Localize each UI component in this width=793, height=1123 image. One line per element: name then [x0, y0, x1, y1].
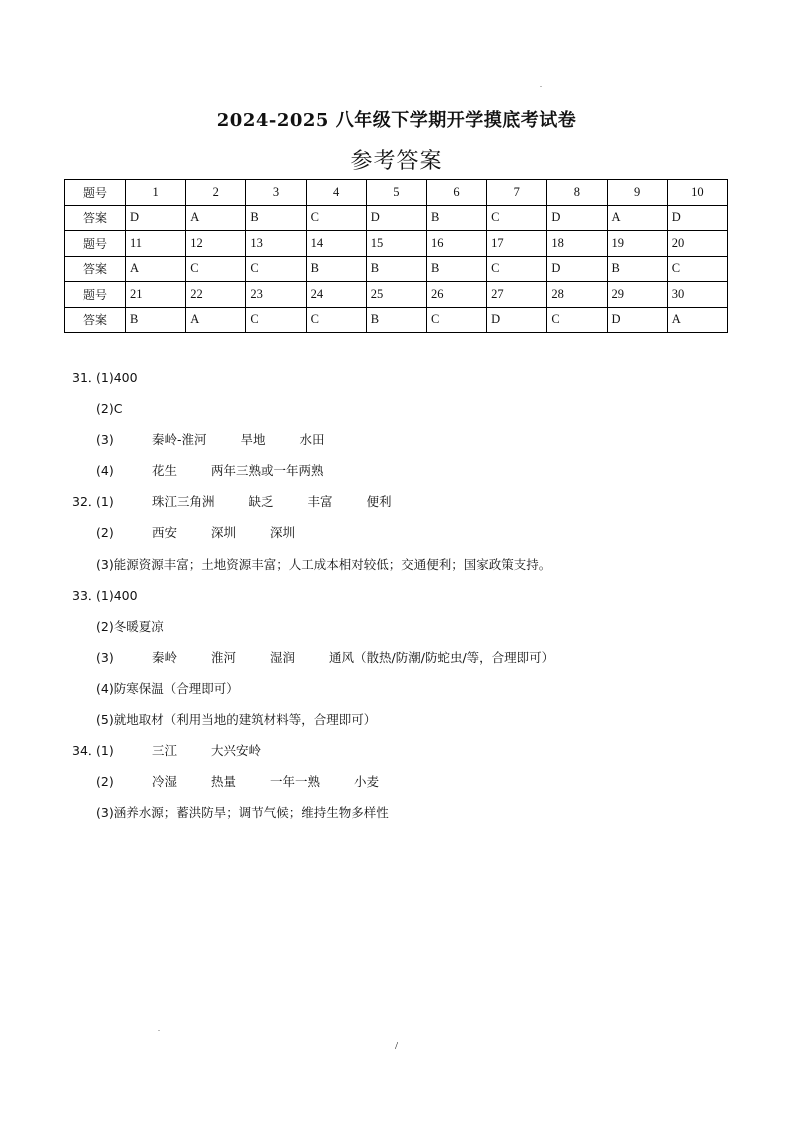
- table-cell: 19: [607, 231, 667, 257]
- row-label: 答案: [65, 205, 126, 231]
- row-label: 答案: [65, 256, 126, 282]
- table-row: [65, 282, 728, 308]
- table-cell: C: [487, 256, 547, 282]
- table-row: [65, 256, 728, 282]
- answer-item: 淮河: [211, 649, 237, 665]
- table-cell: 24: [306, 282, 366, 308]
- table-row: [65, 180, 728, 206]
- table-cell: D: [547, 256, 607, 282]
- row-label: 答案: [65, 307, 126, 333]
- table-cell: 15: [366, 231, 426, 257]
- table-cell: D: [366, 205, 426, 231]
- table-cell: B: [306, 256, 366, 282]
- table-cell: A: [667, 307, 727, 333]
- answer-line: [72, 461, 762, 492]
- answer-part: (2)冬暖夏凉: [96, 618, 164, 634]
- table-cell: A: [186, 307, 246, 333]
- table-cell: C: [306, 205, 366, 231]
- answer-item: 花生: [152, 463, 178, 479]
- answer-line: [72, 368, 762, 399]
- table-cell: 7: [487, 180, 547, 206]
- answer-item: 冷湿: [152, 774, 178, 790]
- table-cell: 27: [487, 282, 547, 308]
- row-label: 题号: [65, 231, 126, 257]
- table-cell: A: [607, 205, 667, 231]
- answer-item: 缺乏: [248, 494, 274, 510]
- table-cell: B: [246, 205, 306, 231]
- answer-item: 旱地: [240, 432, 266, 448]
- answer-line: [72, 617, 762, 648]
- table-cell: 2: [186, 180, 246, 206]
- answer-part: (4): [96, 463, 114, 479]
- answer-item: 小麦: [354, 774, 380, 790]
- page-footer-mark: /: [394, 1040, 399, 1052]
- question-number: 31．: [72, 370, 101, 385]
- table-cell: 25: [366, 282, 426, 308]
- question-number: 34．: [72, 743, 101, 759]
- page-subtitle: 参考答案: [350, 149, 443, 174]
- table-cell: 17: [487, 231, 547, 257]
- table-cell: 11: [126, 231, 186, 257]
- answer-item: 热量: [211, 774, 237, 790]
- table-cell: 8: [547, 180, 607, 206]
- table-cell: B: [366, 307, 426, 333]
- answer-part: (1): [96, 743, 114, 759]
- answer-part: (1)400: [96, 370, 138, 385]
- answer-line: [72, 741, 762, 772]
- answer-item: 秦岭-淮河: [152, 432, 207, 448]
- answer-part: (5)就地取材（利用当地的建筑材料等，合理即可）: [96, 712, 377, 728]
- table-cell: 30: [667, 282, 727, 308]
- table-cell: C: [426, 307, 486, 333]
- table-cell: 6: [426, 180, 486, 206]
- answer-line: [72, 710, 762, 741]
- table-row: [65, 205, 728, 231]
- answer-part: (1): [96, 494, 114, 510]
- table-row: [65, 307, 728, 333]
- scan-speck: [540, 86, 542, 87]
- table-cell: A: [126, 256, 186, 282]
- answer-item: 深圳: [211, 525, 237, 541]
- answer-line: [72, 803, 762, 834]
- table-cell: C: [487, 205, 547, 231]
- table-cell: C: [667, 256, 727, 282]
- answer-line: [72, 772, 762, 803]
- answer-line: [72, 492, 762, 523]
- answer-part: (2): [96, 774, 114, 790]
- answer-line: [72, 555, 762, 586]
- table-cell: C: [547, 307, 607, 333]
- table-cell: B: [366, 256, 426, 282]
- answer-item: 便利: [366, 494, 392, 510]
- table-cell: C: [246, 256, 306, 282]
- table-cell: B: [426, 256, 486, 282]
- answer-item: 深圳: [270, 525, 296, 541]
- table-cell: 29: [607, 282, 667, 308]
- answer-item: 西安: [152, 525, 178, 541]
- answer-part: (3)涵养水源；蓄洪防旱；调节气候；维持生物多样性: [96, 805, 389, 821]
- table-cell: B: [126, 307, 186, 333]
- answer-part: (1)400: [96, 587, 138, 603]
- question-number: 32．: [72, 494, 101, 510]
- table-cell: 26: [426, 282, 486, 308]
- table-cell: B: [607, 256, 667, 282]
- answer-item: 水田: [299, 432, 325, 448]
- answer-list: [72, 368, 762, 834]
- answer-item: 湿润: [270, 649, 296, 665]
- table-cell: 9: [607, 180, 667, 206]
- row-label: 题号: [65, 282, 126, 308]
- answer-line: [72, 430, 762, 461]
- answer-part: (3): [96, 432, 114, 448]
- table-cell: D: [126, 205, 186, 231]
- scan-speck: [158, 1030, 160, 1031]
- table-cell: 21: [126, 282, 186, 308]
- table-cell: B: [426, 205, 486, 231]
- answer-item: 两年三熟或一年两熟: [211, 463, 324, 479]
- row-label: 题号: [65, 180, 126, 206]
- answer-part: (2): [96, 525, 114, 541]
- question-number: 33．: [72, 587, 101, 603]
- answer-table: [64, 179, 728, 333]
- answer-part: (3)能源资源丰富；土地资源丰富；人工成本相对较低；交通便利；国家政策支持。: [96, 556, 552, 572]
- table-cell: 12: [186, 231, 246, 257]
- answer-item: 珠江三角洲: [152, 494, 215, 510]
- table-cell: 20: [667, 231, 727, 257]
- table-cell: 5: [366, 180, 426, 206]
- answer-part: (2)C: [96, 401, 123, 417]
- table-cell: 28: [547, 282, 607, 308]
- answer-item: 大兴安岭: [211, 743, 262, 759]
- table-row: [65, 231, 728, 257]
- table-cell: D: [547, 205, 607, 231]
- table-cell: 1: [126, 180, 186, 206]
- table-cell: 16: [426, 231, 486, 257]
- answer-line: [72, 399, 762, 430]
- table-cell: D: [667, 205, 727, 231]
- table-cell: A: [186, 205, 246, 231]
- table-cell: 4: [306, 180, 366, 206]
- table-cell: C: [306, 307, 366, 333]
- table-cell: 14: [306, 231, 366, 257]
- table-cell: D: [487, 307, 547, 333]
- table-cell: 22: [186, 282, 246, 308]
- answer-item: 通风（散热/防潮/防蛇虫/等，合理即可）: [329, 649, 555, 665]
- answer-line: [72, 679, 762, 710]
- answer-part: (3): [96, 649, 114, 665]
- table-cell: C: [186, 256, 246, 282]
- table-cell: D: [607, 307, 667, 333]
- answer-item: 丰富: [307, 494, 333, 510]
- page-title: 2024-2025 八年级下学期开学摸底考试卷: [216, 110, 577, 131]
- table-cell: 18: [547, 231, 607, 257]
- answer-line: [72, 648, 762, 679]
- table-cell: 13: [246, 231, 306, 257]
- table-cell: C: [246, 307, 306, 333]
- table-cell: 23: [246, 282, 306, 308]
- answer-item: 一年一熟: [270, 774, 321, 790]
- table-cell: 3: [246, 180, 306, 206]
- answer-line: [72, 586, 762, 617]
- answer-item: 秦岭: [152, 649, 178, 665]
- table-cell: 10: [667, 180, 727, 206]
- answer-item: 三江: [152, 743, 178, 759]
- answer-line: [72, 523, 762, 554]
- answer-part: (4)防寒保温（合理即可）: [96, 680, 239, 696]
